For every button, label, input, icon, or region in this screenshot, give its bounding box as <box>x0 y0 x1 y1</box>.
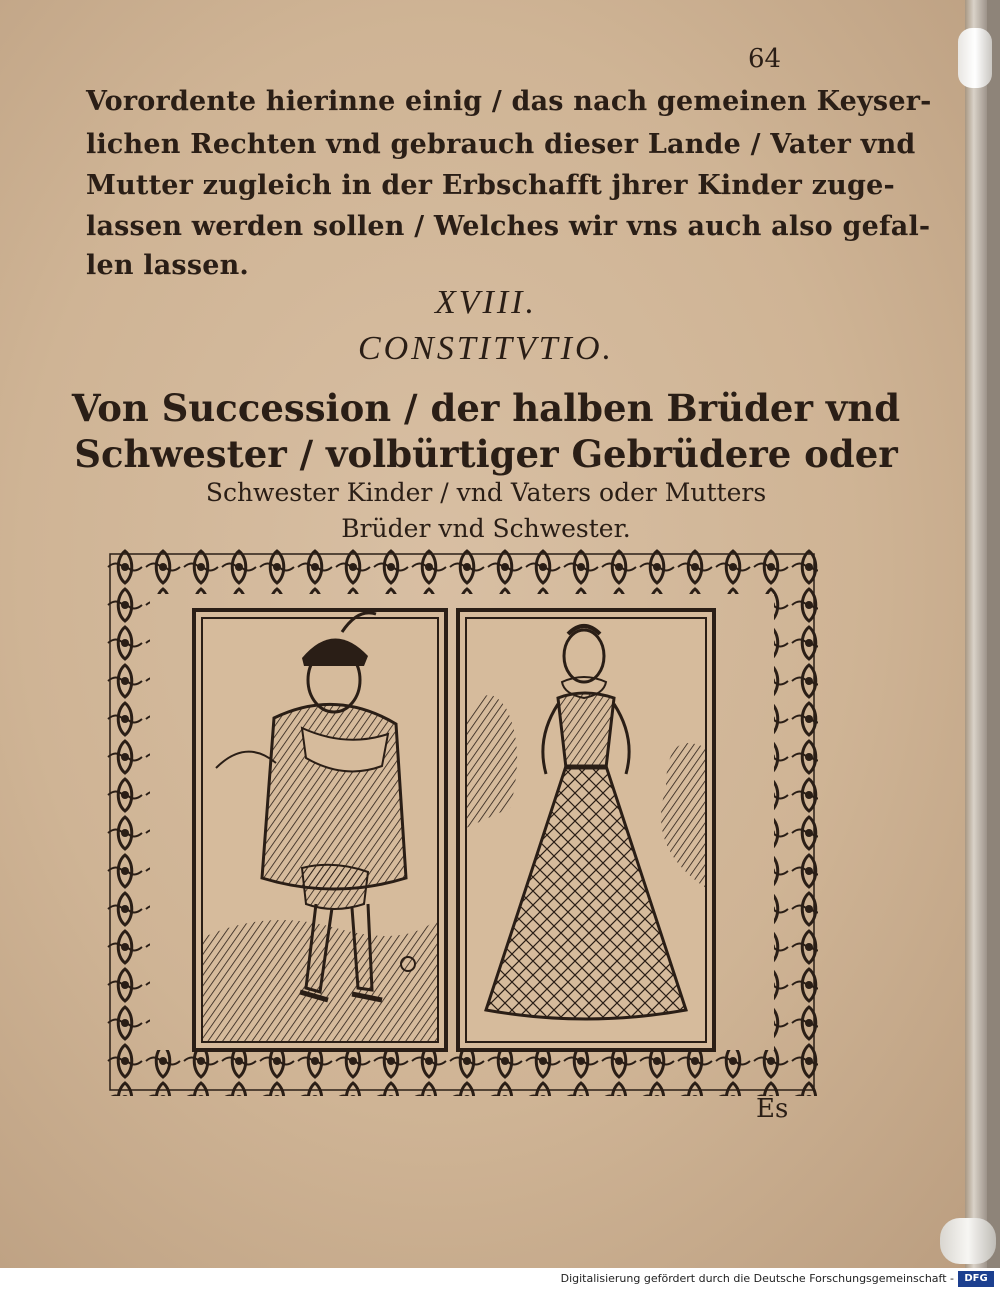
catchword: Es <box>756 1094 789 1124</box>
subheading-line: Brüder vnd Schwester. <box>341 514 631 543</box>
heading-line: Schwester / volbürtiger Gebrüdere oder <box>74 432 898 476</box>
page-number: 64 <box>748 44 782 74</box>
section-number: XVIII. <box>434 284 537 321</box>
body-line: lichen Rechten vnd gebrauch dieser Lande / Vater vnd <box>86 129 916 160</box>
body-line: Mutter zugleich in der Erbschafft jhrer Kinder zuge- <box>86 170 895 201</box>
body-line: lassen werden sollen / Welches wir vns auch also gefal- <box>86 211 931 242</box>
body-line: len lassen. <box>86 250 250 281</box>
man-figure <box>194 610 446 1050</box>
woman-figure <box>458 610 714 1050</box>
footer-bar <box>0 1268 1000 1291</box>
woodcut-illustration <box>106 548 818 1096</box>
clip-icon <box>940 1218 996 1264</box>
page-edge <box>965 0 987 1268</box>
subheading-line: Schwester Kinder / vnd Vaters oder Mutters <box>205 478 767 507</box>
dfg-logo-icon: DFG <box>958 1271 994 1287</box>
body-line: Vorordente hierinne einig / das nach gemeinen Keyser- <box>86 86 932 117</box>
footer-credit: Digitalisierung gefördert durch die Deutsche Forschungsgemeinschaft - <box>560 1272 954 1285</box>
section-label: CONSTITVTIO. <box>357 330 615 367</box>
clip-icon <box>958 28 992 88</box>
heading-line: Von Succession / der halben Brüder vnd <box>71 386 901 430</box>
